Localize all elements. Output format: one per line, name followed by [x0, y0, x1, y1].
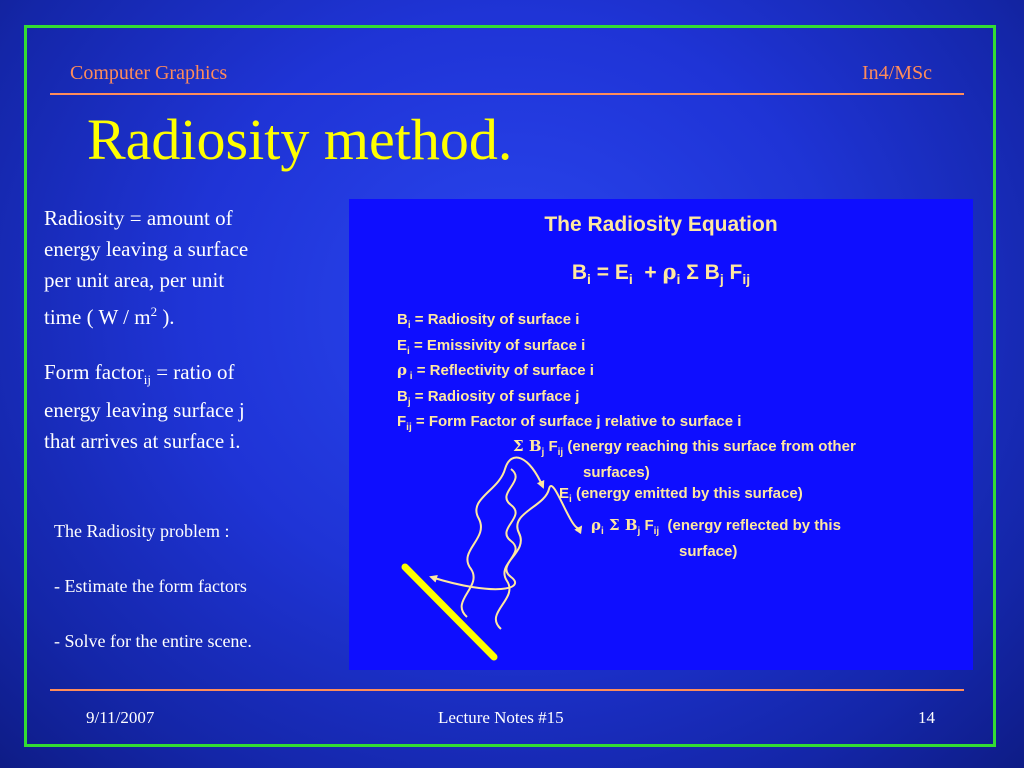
footer-rule: [50, 689, 964, 691]
definition-line: energy leaving surface j: [44, 398, 245, 423]
eq-symbol: ρ: [662, 259, 677, 284]
annotation-emitted-energy: [559, 484, 803, 510]
definition-emissivity-i: [397, 336, 741, 362]
eq-subscript: i: [587, 271, 591, 288]
def-text: = Form Factor of surface j relative to surface i: [411, 413, 742, 430]
definition-line: that arrives at surface i.: [44, 429, 241, 454]
radiosity-equation-figure: [349, 199, 973, 670]
eq-subscript: i: [628, 271, 633, 288]
definition-radiosity-j: [397, 387, 741, 413]
problem-item-solve: - Solve for the entire scene.: [54, 631, 252, 651]
def-subscript: i: [406, 371, 413, 382]
def-subscript: j: [407, 396, 411, 408]
annotation-reflected-energy: [591, 515, 841, 562]
anno-subscript: j: [541, 447, 545, 458]
def-text: = Emissivity of surface i: [409, 336, 586, 354]
figure-title: The Radiosity Equation: [544, 213, 778, 236]
header-rule: [50, 93, 964, 95]
units-text: time ( W / m: [44, 305, 151, 329]
eq-subscript: ij: [742, 271, 751, 288]
problem-heading: The Radiosity problem :: [54, 521, 230, 541]
anno-text: (energy emitted by this surface): [571, 485, 803, 502]
problem-item-form-factors: - Estimate the form factors: [54, 576, 247, 596]
definition-line: per unit area, per unit: [44, 268, 225, 292]
form-factor-subscript: ij: [143, 372, 151, 388]
form-factor-text: = ratio of: [150, 360, 235, 384]
footer-lecture: Lecture Notes #15: [438, 708, 564, 727]
definition-line: [44, 296, 344, 333]
definition-radiosity-i: [397, 310, 741, 336]
def-subscript: i: [407, 345, 410, 357]
eq-subscript: i: [676, 271, 681, 288]
def-text: = Reflectivity of surface i: [412, 362, 594, 379]
annotation-line: surfaces): [583, 464, 650, 481]
anno-symbol: Σ B: [603, 516, 638, 534]
radiosity-definition: [44, 203, 344, 333]
def-symbol: E: [397, 336, 408, 354]
footer-page-number: 14: [918, 708, 935, 727]
definition-line: energy leaving a surface: [44, 237, 249, 261]
annotation-line: [513, 436, 856, 463]
eq-operator: +: [632, 261, 663, 284]
def-symbol: F: [397, 413, 407, 430]
anno-subscript: j: [637, 526, 641, 537]
def-symbol: B: [397, 311, 408, 328]
radiosity-equation: [349, 259, 973, 287]
slide-title: Radiosity method.: [87, 107, 513, 172]
units-exponent: 2: [150, 304, 158, 319]
anno-symbol: E: [559, 485, 570, 502]
anno-text: (energy reflected by this: [659, 517, 841, 534]
units-close: ).: [157, 305, 175, 329]
def-subscript: i: [407, 320, 411, 331]
anno-subscript: ij: [653, 526, 660, 537]
anno-subscript: i: [569, 494, 572, 505]
anno-subscript: i: [600, 526, 604, 537]
def-text: = Radiosity of surface j: [410, 387, 580, 405]
definition-form-factor: [397, 412, 741, 438]
eq-symbol: F: [723, 261, 743, 284]
header-program: In4/MSc: [862, 62, 932, 84]
header-course: Computer Graphics: [70, 62, 228, 84]
symbol-definitions: [397, 310, 741, 438]
form-factor-term: Form factor: [44, 360, 144, 384]
annotation-line: [591, 515, 841, 542]
def-subscript: ij: [406, 422, 412, 433]
surface-i: [405, 567, 494, 657]
annotation-line: surface): [679, 543, 738, 560]
form-factor-definition: [44, 357, 344, 457]
anno-subscript: ij: [557, 447, 564, 458]
eq-symbol: = E: [590, 261, 629, 284]
anno-symbol: Σ B: [513, 437, 542, 455]
def-symbol: B: [397, 387, 408, 405]
definition-reflectivity-i: [397, 361, 741, 387]
anno-symbol: F: [640, 517, 654, 534]
def-text: = Radiosity of surface i: [410, 311, 580, 328]
annotation-incoming-energy: [513, 436, 856, 483]
footer-date: 9/11/2007: [86, 708, 155, 727]
anno-symbol: F: [544, 438, 558, 455]
anno-text: (energy reaching this surface from other: [563, 438, 856, 455]
eq-symbol: B: [571, 261, 587, 284]
definition-line: [44, 357, 344, 395]
eq-subscript: j: [719, 271, 724, 288]
def-symbol: ρ: [397, 361, 407, 379]
eq-symbol: Σ B: [680, 261, 720, 284]
definition-line: Radiosity = amount of: [44, 206, 233, 230]
anno-symbol: ρ: [591, 516, 601, 534]
